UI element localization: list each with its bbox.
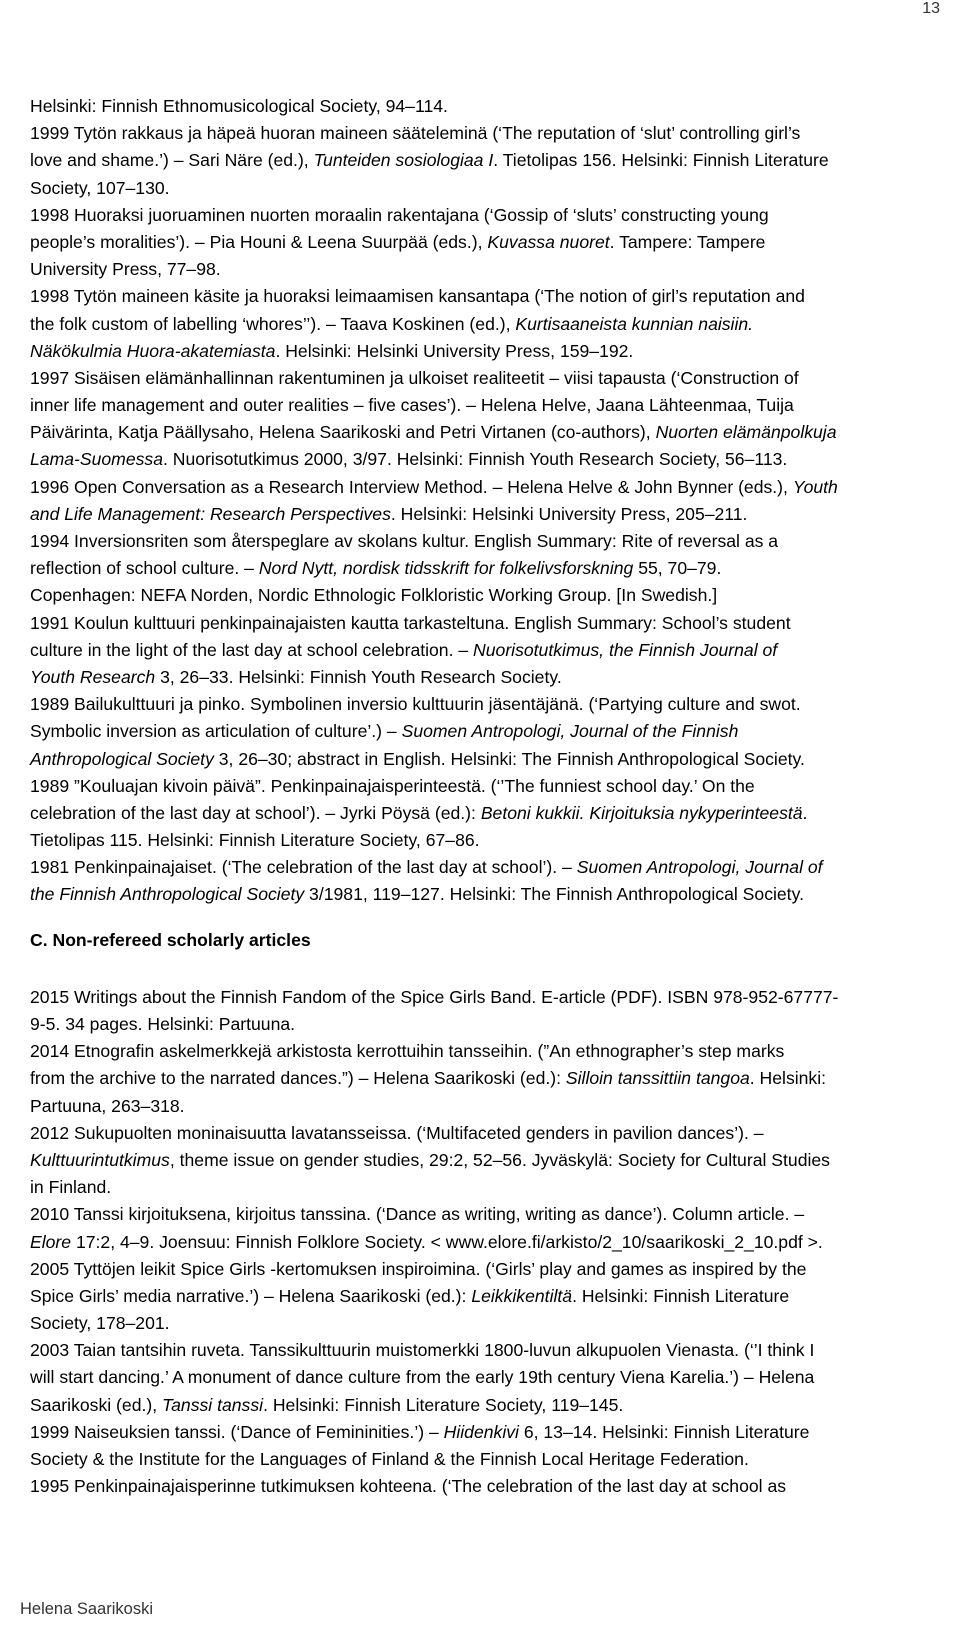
reference-line: [30, 881, 930, 908]
reference-line: [30, 1364, 930, 1391]
reference-title-italic: the Finnish Anthropological Society: [30, 884, 305, 905]
reference-text: Helsinki: Finnish Ethnomusicological Society, 94–114.: [30, 96, 448, 116]
reference-text: Päivärinta, Katja Päällysaho, Helena Saarikoski and Petri Virtanen (co-authors),: [30, 422, 656, 443]
reference-line: [30, 93, 930, 120]
reference-text: the folk custom of labelling ‘whores’’). – Taava Koskinen (ed.),: [30, 313, 516, 334]
reference-line: [30, 1337, 930, 1364]
reference-title-italic: Anthropological Society: [30, 748, 214, 769]
reference-line: [30, 1256, 930, 1283]
reference-text: 1989 ”Kouluajan kivoin päivä”. Penkinpainajaisperinteestä. (‘’The funniest school day.’ On the: [30, 775, 755, 796]
reference-text: 2003 Taian tantsihin ruveta. Tanssikulttuurin muistomerkki 1800-luvun alkupuolen Vienasta. (‘’I think I: [30, 1340, 815, 1361]
reference-text: 1981 Penkinpainajaiset. (‘The celebration of the last day at school’). –: [30, 857, 577, 878]
reference-text: celebration of the last day at school’). – Jyrki Pöysä (ed.):: [30, 802, 481, 823]
reference-line: [30, 365, 930, 392]
reference-text: 3, 26–33. Helsinki: Finnish Youth Research Society.: [155, 666, 562, 687]
reference-title-italic: Suomen Antropologi, Journal of: [576, 857, 823, 878]
reference-text: 1994 Inversionsriten som återspeglare av skolans kultur. English Summary: Rite of reversal as a: [30, 531, 779, 551]
reference-line: [30, 311, 930, 338]
reference-text: Symbolic inversion as articulation of culture’.) –: [30, 721, 402, 742]
reference-line: [30, 392, 930, 419]
reference-line: [30, 773, 930, 800]
reference-line: [30, 664, 930, 691]
reference-text: . Helsinki: Finnish Literature Society, 119–145.: [263, 1394, 624, 1415]
reference-line: [30, 283, 930, 310]
reference-text: will start dancing.’ A monument of dance culture from the early 19th century Viena Karelia.’) – Helena: [30, 1367, 815, 1388]
reference-line: [30, 1310, 930, 1337]
reference-text: Copenhagen: NEFA Norden, Nordic Ethnologic Folkloristic Working Group. [In Swedish.]: [30, 585, 718, 606]
reference-text: University Press, 77–98.: [30, 259, 221, 280]
reference-line: [30, 1283, 930, 1310]
reference-line: [30, 229, 930, 256]
reference-title-italic: Nuorten elämänpolkuja: [655, 422, 837, 443]
document-body: [30, 93, 930, 1500]
reference-title-italic: Tunteiden sosiologiaa I: [313, 150, 494, 171]
reference-line: [30, 256, 930, 283]
reference-line: [30, 1229, 930, 1256]
reference-text: 1989 Bailukulttuuri ja pinko. Symbolinen inversio kulttuurin jäsentäjänä. (‘Partying culture and swot.: [30, 694, 801, 715]
reference-line: [30, 446, 930, 473]
reference-text: from the archive to the narrated dances.”) – Helena Saarikoski (ed.):: [30, 1068, 566, 1089]
reference-text: 1991 Koulun kulttuuri penkinpainajaisten kautta tarkasteltuna. English Summary: School’s student: [30, 612, 791, 633]
reference-line: [30, 555, 930, 582]
reference-title-italic: Youth: [792, 476, 838, 497]
reference-line: [30, 718, 930, 745]
reference-text: .: [802, 802, 808, 823]
reference-title-italic: Kurtisaaneista kunnian naisiin.: [515, 313, 754, 334]
reference-text: Society & the Institute for the Languages of Finland & the Finnish Local Heritage Federation.: [30, 1449, 749, 1470]
reference-line: [30, 691, 930, 718]
reference-text: inner life management and outer realities – five cases’). – Helena Helve, Jaana Lähteenmaa, Tuija: [30, 395, 794, 416]
reference-text: 3, 26–30; abstract in English. Helsinki: The Finnish Anthropological Society.: [213, 748, 805, 769]
reference-text: 1995 Penkinpainajaisperinne tutkimuksen kohteena. (‘The celebration of the last day at school as: [30, 1476, 787, 1497]
reference-text: . Nuorisotutkimus 2000, 3/97. Helsinki: Finnish Youth Research Society, 56–113.: [163, 449, 788, 470]
reference-title-italic: Nord Nytt, nordisk tidsskrift for folkelivsforskning: [258, 558, 634, 579]
reference-title-italic: Lama-Suomessa: [30, 449, 163, 470]
reference-line: [30, 984, 930, 1011]
reference-text: 1997 Sisäisen elämänhallinnan rakentuminen ja ulkoiset realiteetit – viisi tapausta (‘Construction of: [30, 367, 799, 388]
reference-text: . Tampere: Tampere: [609, 231, 766, 252]
reference-text: , theme issue on gender studies, 29:2, 52–56. Jyväskylä: Society for Cultural Studies: [169, 1149, 830, 1170]
reference-line: [30, 1392, 930, 1419]
reference-title-italic: Tanssi tanssi: [162, 1394, 264, 1415]
reference-line: [30, 1011, 930, 1038]
reference-title-italic: Silloin tanssittiin tangoa: [565, 1068, 750, 1089]
reference-text: 1996 Open Conversation as a Research Interview Method. – Helena Helve & John Bynner (eds.),: [30, 476, 793, 497]
reference-line: [30, 582, 930, 609]
reference-text: Saarikoski (ed.),: [30, 1394, 162, 1415]
reference-text: . Helsinki: Helsinki University Press, 159–192.: [275, 340, 634, 361]
reference-text: Tietolipas 115. Helsinki: Finnish Literature Society, 67–86.: [30, 830, 480, 851]
reference-text: 3/1981, 119–127. Helsinki: The Finnish Anthropological Society.: [304, 884, 804, 905]
reference-line: [30, 1201, 930, 1228]
reference-title-italic: Youth Research: [30, 666, 156, 687]
reference-text: 1998 Huoraksi juoruaminen nuorten moraalin rakentajana (‘Gossip of ‘sluts’ constructing young: [30, 204, 769, 225]
reference-text: Partuuna, 263–318.: [30, 1095, 185, 1116]
reference-line: [30, 1446, 930, 1473]
reference-title-italic: Hiidenkivi: [443, 1421, 519, 1442]
reference-text: reflection of school culture. –: [30, 558, 259, 579]
reference-line: [30, 147, 930, 174]
reference-text: 2012 Sukupuolten moninaisuutta lavatansseissa. (‘Multifaceted genders in pavilion dances’). –: [30, 1122, 764, 1143]
reference-line: [30, 800, 930, 827]
section-b-references: [30, 93, 930, 909]
reference-title-italic: Nuorisotutkimus, the Finnish Journal of: [473, 639, 778, 660]
reference-text: 2014 Etnografin askelmerkkejä arkistosta kerrottuihin tansseihin. (”An ethnographer’s step marks: [30, 1041, 785, 1062]
reference-line: [30, 827, 930, 854]
reference-text: love and shame.’) – Sari Näre (ed.),: [30, 150, 314, 171]
reference-text: 2010 Tanssi kirjoituksena, kirjoitus tanssina. (‘Dance as writing, writing as dance’). Column article. –: [30, 1204, 805, 1225]
reference-text: culture in the light of the last day at school celebration. –: [30, 639, 474, 660]
reference-line: [30, 501, 930, 528]
reference-line: [30, 528, 930, 555]
reference-text: 55, 70–79.: [633, 558, 722, 579]
reference-line: [30, 1120, 930, 1147]
reference-line: [30, 419, 930, 446]
reference-line: [30, 1038, 930, 1065]
reference-text: . Tietolipas 156. Helsinki: Finnish Literature: [493, 150, 829, 171]
reference-title-italic: Leikkikentiltä: [471, 1285, 573, 1306]
section-c-heading: C. Non-refereed scholarly articles: [30, 929, 311, 950]
reference-text: 17:2, 4–9. Joensuu: Finnish Folklore Society. < www.elore.fi/arkisto/2_10/saarikoski_2_10.pdf >.: [71, 1231, 823, 1252]
reference-line: [30, 338, 930, 365]
reference-text: 1998 Tytön maineen käsite ja huoraksi leimaamisen kansantapa (‘The notion of girl’s reputation and: [30, 286, 805, 307]
reference-title-italic: Kuvassa nuoret: [487, 231, 610, 252]
reference-text: . Helsinki: Finnish Literature: [572, 1285, 790, 1306]
reference-line: [30, 175, 930, 202]
reference-title-italic: Elore: [30, 1231, 72, 1252]
reference-text: Society, 107–130.: [30, 177, 170, 198]
reference-line: [30, 474, 930, 501]
reference-line: [30, 610, 930, 637]
reference-line: [30, 1065, 930, 1092]
reference-text: 2005 Tyttöjen leikit Spice Girls -kertomuksen inspiroimina. (‘Girls’ play and games as inspired by the: [30, 1258, 807, 1279]
reference-text: 1999 Naiseuksien tanssi. (‘Dance of Femininities.’) –: [30, 1421, 444, 1442]
reference-text: Spice Girls’ media narrative.’) – Helena Saarikoski (ed.):: [30, 1285, 472, 1306]
reference-text: people’s moralities’). – Pia Houni & Leena Suurpää (eds.),: [30, 231, 488, 252]
reference-title-italic: Kulttuurintutkimus: [30, 1149, 170, 1170]
reference-line: [30, 854, 930, 881]
reference-line: [30, 1174, 930, 1201]
reference-title-italic: and Life Management: Research Perspectives: [30, 503, 391, 524]
reference-text: . Helsinki:: [749, 1068, 827, 1089]
reference-line: [30, 1147, 930, 1174]
section-c-references: [30, 984, 930, 1501]
reference-line: [30, 1473, 930, 1500]
reference-text: Society, 178–201.: [30, 1313, 170, 1334]
reference-text: in Finland.: [30, 1177, 112, 1198]
reference-line: [30, 202, 930, 229]
page-number: 13: [922, 0, 940, 17]
reference-title-italic: Suomen Antropologi, Journal of the Finnish: [401, 721, 739, 742]
reference-text: 1999 Tytön rakkaus ja häpeä huoran maineen sääteleminä (‘The reputation of ‘slut’ controlling girl’s: [30, 123, 801, 144]
reference-line: [30, 1093, 930, 1120]
reference-text: 9-5. 34 pages. Helsinki: Partuuna.: [30, 1014, 296, 1035]
reference-line: [30, 637, 930, 664]
reference-title-italic: Betoni kukkii. Kirjoituksia nykyperinteestä: [480, 802, 803, 823]
reference-line: [30, 746, 930, 773]
reference-text: . Helsinki: Helsinki University Press, 205–211.: [390, 503, 748, 524]
reference-title-italic: Näkökulmia Huora-akatemiasta: [30, 340, 276, 361]
reference-text: 6, 13–14. Helsinki: Finnish Literature: [518, 1421, 810, 1442]
reference-line: [30, 120, 930, 147]
page-footer-author: Helena Saarikoski: [20, 1600, 153, 1618]
reference-text: 2015 Writings about the Finnish Fandom of the Spice Girls Band. E-article (PDF). ISBN 978-952-67777-: [30, 986, 839, 1007]
reference-line: [30, 1419, 930, 1446]
